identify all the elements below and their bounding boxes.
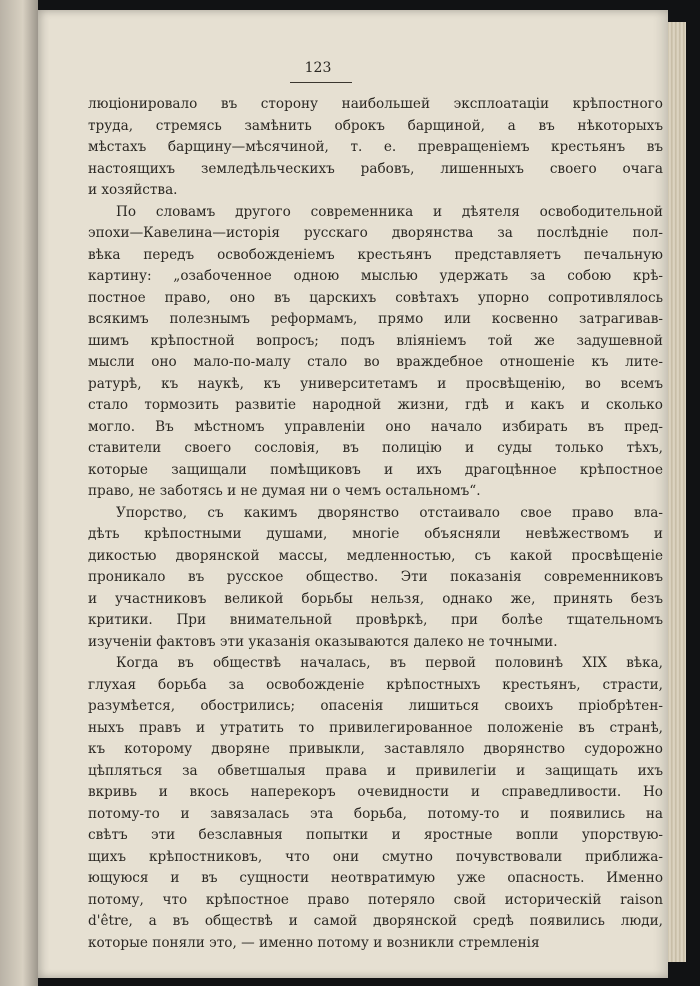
paragraph bbox=[88, 94, 663, 202]
text-line: и хозяйства. bbox=[88, 182, 178, 198]
text-line: мысли оно мало-по-малу стало во враждебное отношеніе къ лите- bbox=[88, 354, 663, 370]
text-line: постное право, оно въ царскихъ совѣтахъ упорно сопротивлялось bbox=[88, 289, 663, 306]
text-line: глухая борьба за освобожденіе крѣпостныхъ крестьянъ, страсти, bbox=[88, 676, 663, 693]
text-line: критики. При внимательной провѣркѣ, при болѣе тщательномъ bbox=[88, 612, 663, 628]
text-line: По словамъ другого современника и дѣятеля освободительной bbox=[116, 203, 663, 220]
text-line: картину: „озабоченное одною мыслью удержать за собою крѣ- bbox=[88, 268, 663, 284]
text-line: могло. Въ мѣстномъ управленіи оно начало избирать въ пред- bbox=[88, 418, 663, 435]
book-page bbox=[38, 10, 668, 978]
page-number: 123 bbox=[304, 60, 332, 76]
text-line: d'être, а въ обществѣ и самой дворянской средѣ появились люди, bbox=[88, 913, 663, 929]
header-rule bbox=[290, 82, 352, 83]
paragraph bbox=[88, 202, 663, 503]
text-line: Упорство, съ какимъ дворянство отстаивало свое право вла- bbox=[116, 504, 663, 521]
left-page-text-fragment bbox=[2, 60, 32, 78]
text-line: труда, стремясь замѣнить оброкъ барщиной, а въ нѣкоторыхъ bbox=[88, 117, 663, 134]
text-line: которые поняли это, — именно потому и возникли стремленія bbox=[88, 934, 540, 951]
text-line: щихъ крѣпостниковъ, что они смутно почувствовали приближа- bbox=[88, 848, 663, 865]
text-line: дѣть крѣпостными душами, многіе объясняли невѣжествомъ и bbox=[88, 526, 663, 542]
text-line: ющуюся и въ сущности неотвратимую уже опасность. Именно bbox=[88, 870, 663, 886]
text-line: настоящихъ земледѣльческихъ рабовъ, лишенныхъ своего очага bbox=[88, 160, 663, 177]
text-line: потому-то и завязалась эта борьба, потому-то и появились на bbox=[88, 805, 663, 822]
text-line: дикостью дворянской массы, медленностью, съ какой просвѣщеніе bbox=[88, 547, 663, 564]
text-line: изученіи фактовъ эти указанія оказываются далеко не точными. bbox=[88, 633, 558, 650]
text-line: которые защищали помѣщиковъ и ихъ драгоцѣнное крѣпостное bbox=[88, 461, 663, 478]
text-line: къ которому дворяне привыкли, заставляло дворянство судорожно bbox=[88, 741, 663, 757]
text-line: люціонировало въ сторону наибольшей эксплоатаціи крѣпостного bbox=[88, 96, 663, 112]
text-line: вѣка передъ освобожденіемъ крестьянъ представляетъ печальную bbox=[88, 246, 663, 263]
page-body-text bbox=[88, 94, 663, 954]
text-line: эпохи—Кавелина—исторія русскаго дворянства за послѣдніе пол- bbox=[88, 225, 663, 241]
text-line: мѣстахъ барщину—мѣсячиной, т. е. превращеніемъ крестьянъ въ bbox=[88, 139, 663, 155]
text-line: разумѣется, обострились; опасенія лишиться своихъ пріобрѣтен- bbox=[88, 698, 663, 714]
adjacent-left-page-edge bbox=[0, 0, 38, 986]
text-line: проникало въ русское общество. Эти показанія современниковъ bbox=[88, 569, 663, 585]
text-line: и участниковъ великой борьбы нельзя, однако же, принять безъ bbox=[88, 590, 663, 607]
text-line: Когда въ обществѣ началась, въ первой половинѣ XIX вѣка, bbox=[116, 655, 663, 671]
text-line: стало тормозить развитіе народной жизни, гдѣ и какъ и сколько bbox=[88, 397, 663, 413]
text-line: потому, что крѣпостное право потеряло свой историческій raison bbox=[88, 891, 663, 908]
paragraph bbox=[88, 653, 663, 954]
text-line: ныхъ правъ и утратить то привилегированное положеніе въ странѣ, bbox=[88, 719, 663, 736]
text-line: вкривь и вкось наперекоръ очевидности и справедливости. Но bbox=[88, 784, 663, 800]
text-line: свѣтъ эти безславныя попытки и яростные вопли упорствую- bbox=[88, 827, 663, 843]
text-line: шимъ крѣпостной вопросъ; подъ вліяніемъ той же задушевной bbox=[88, 332, 663, 349]
text-line: ставители своего сословія, въ полицію и суды только тѣхъ, bbox=[88, 440, 663, 456]
paragraph bbox=[88, 503, 663, 654]
text-line: право, не заботясь и не думая ни о чемъ остальномъ“. bbox=[88, 483, 481, 499]
text-line: всякимъ полезнымъ реформамъ, прямо или косвенно затрагивав- bbox=[88, 311, 663, 327]
text-line: ратурѣ, къ наукѣ, къ университетамъ и просвѣщенію, во всемъ bbox=[88, 375, 663, 392]
text-line: цѣпляться за обветшалыя права и привилегіи и защищать ихъ bbox=[88, 762, 663, 779]
